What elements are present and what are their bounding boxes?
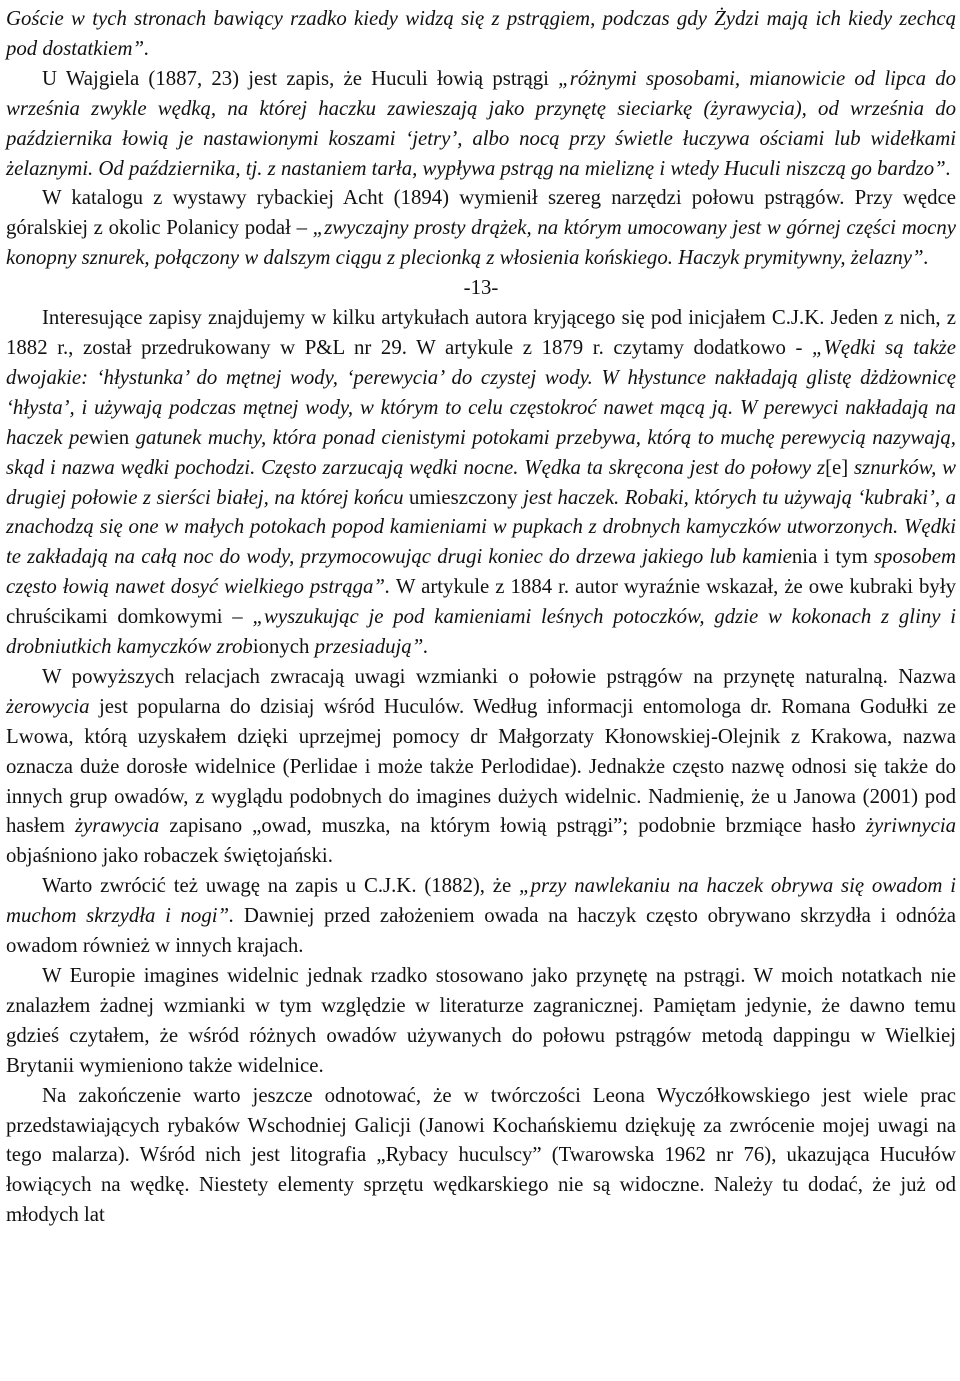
text-run: U Wajgiela (1887, 23) jest zapis, że Huculi łowią pstrągi [42, 66, 559, 90]
text-run: umieszczony [409, 485, 524, 509]
text-run: zapisano „owad, muszka, na którym łowią pstrągi”; podobnie brzmiące hasło [159, 814, 866, 838]
italic-quote: przesiadują”. [314, 635, 429, 659]
paragraph [6, 4, 956, 64]
italic-quote: sposobem często łowią nawet dosyć wielkiego pstrąga”. [6, 545, 956, 599]
italic-quote: sznurków, w drugiej połowie z sierści białej, na której końcu [6, 455, 956, 509]
paragraph [6, 961, 956, 1081]
italic-quote: „różnymi sposobami, mianowicie od lipca do września zwykle wędką, na której haczku zawieszają jako przynętę sieciarkę (żyrawycia), od września do października łowią je nastawionymi koszami ‘jetry’, albo nocą przy świetle łuczywa ościami lub widełkami żelaznymi. Od października, tj. z nastaniem tarła, wypływa pstrąg na mieliznę i wtedy Huculi niszczą go bardzo”. [6, 66, 956, 180]
paragraph [6, 183, 956, 273]
italic-quote: jest haczek. Robaki, których tu używają ‘kubraki’, a znachodzą się one w małych potokach popod kamieniami w pupkach z drobnych kamyczków utworzonych. Wędki te zakładają na całą noc do wody, przymocowując drugi koniec do drzewa jakiego lub kamie [6, 485, 956, 569]
text-run: Warto zwrócić też uwagę na zapis u C.J.K. (1882), że [42, 874, 520, 898]
italic-quote: żerowycia [6, 694, 90, 718]
paragraph [6, 303, 956, 662]
text-run: wien [88, 425, 136, 449]
text-run: W Europie imagines widelnic jednak rzadko stosowano jako przynętę na pstrągi. W moich notatkach nie znalazłem żadnej wzmianki w tym względzie w literaturze zagranicznej. Pamiętam jedynie, że dawno temu gdzieś czytałem, że wśród różnych owadów używanych do połowu pstrągów metodą dappingu w Wielkiej Brytanii wymieniono także widelnice. [6, 964, 956, 1077]
italic-quote: żyriwnycia [865, 814, 956, 838]
page-number [6, 273, 956, 303]
paragraph [6, 64, 956, 184]
text-run: jest popularna do dzisiaj wśród Huculów. Według informacji entomologa dr. Romana Godułki ze Lwowa, którą uzyskałem dzięki uprzejmej pomocy dr Małgorzaty Kłonowskiej-Olejnik z Krakowa, nazwa oznacza duże dorosłe widelnice (Perlidae i może także Perlodidae). Jednakże często nazwę odnosi się także do innych grup owadów, z wyglądu podobnych do imagines dużych widelnic. Nadmienię, że u Janowa (2001) pod hasłem [6, 694, 956, 838]
text-run: W powyższych relacjach zwracają uwagi wzmianki o połowie pstrągów na przynętę naturalną. Nazwa [42, 664, 956, 688]
text-run: Dawniej przed założeniem owada na haczyk często obrywano skrzydła i odnóża owadom również w innych krajach. [6, 904, 956, 958]
text-run: ionych [252, 635, 315, 659]
paragraph [6, 662, 956, 871]
text-run: W artykule z 1884 r. autor wyraźnie wskazał, że owe kubraki były chruścikami domkowymi – [6, 575, 956, 629]
text-run: objaśniono jako robaczek świętojański. [6, 844, 333, 868]
italic-quote: „zwyczajny prosty drążek, na którym umocowany jest w górnej części mocny konopny sznurek, połączony w dalszym ciągu z plecionką z włosienia końskiego. Haczyk prymitywny, żelazny”. [6, 216, 956, 270]
italic-quote: „Wędki są także dwojakie: ‘hłystunka’ do mętnej wody, ‘perewycia’ do czystej wody. W hłystunce nakładają glistę dżdżownicę ‘hłysta’, i używają podczas mętnej wody, w którym to celu częstokroć nawet mącą ją. W perewyci nakładają na haczek pe [6, 335, 957, 449]
italic-quote: „przy nawlekaniu na haczek obrywa się owadom i muchom skrzydła i nogi”. [6, 874, 956, 928]
italic-quote: Goście w tych stronach bawiący rzadko kiedy widzą się z pstrągiem, podczas gdy Żydzi mają ich kiedy zechcą pod dostatkiem”. [6, 7, 956, 60]
text-run: nia i tym [791, 545, 874, 569]
text-run: Interesujące zapisy znajdujemy w kilku artykułach autora kryjącego się pod inicjałem C.J.K. Jeden z nich, z 1882 r., został przedrukowany w P&L nr 29. W artykule z 1879 r. czytamy dodatkowo - [6, 306, 956, 359]
italic-quote: gatunek muchy, która ponad cienistymi potokami przebywa, którą to muchę perewycią nazywają, skąd i nazwa wędki pochodzi. Często zarzucają wędki nocne. Wędka ta skręcona jest do połowy z [6, 425, 956, 479]
paragraph [6, 1081, 956, 1231]
text-run: Na zakończenie warto jeszcze odnotować, że w twórczości Leona Wyczółkowskiego jest wiele prac przedstawiających rybaków Wschodniej Galicji (Janowi Kochańskiemu dziękuję za zwrócenie mojej uwagi na tego malarza). Wśród nich jest litografia „Rybacy huculscy” (Twarowska 1962 nr 76), ukazująca Hucułów łowiących na wędkę. Niestety elementy sprzętu wędkarskiego nie są widoczne. Należy tu dodać, że już od młodych lat [6, 1083, 956, 1227]
italic-quote: „wyszukując je pod kamieniami leśnych potoczków, gdzie w kokonach z gliny i drobniutkich kamyczków zrob [6, 605, 957, 659]
text-run: W katalogu z wystawy rybackiej Acht (1894) wymienił szereg narzędzi połowu pstrągów. Przy wędce góralskiej z okolic Polanicy podał – [6, 186, 956, 240]
text-run: [e] [825, 455, 855, 479]
paragraph [6, 871, 956, 961]
italic-quote: żyrawycia [74, 814, 160, 838]
text-run: -13- [463, 276, 499, 300]
